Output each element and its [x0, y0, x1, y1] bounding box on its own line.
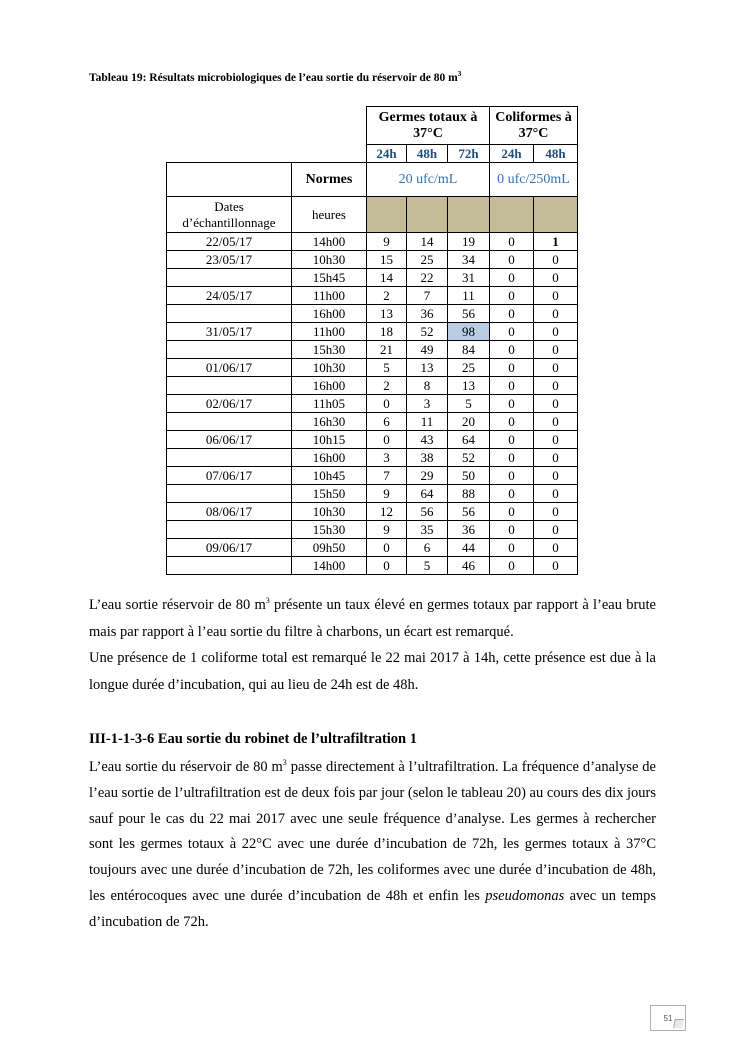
cell-g48: 6: [407, 539, 448, 557]
table-row: [167, 449, 578, 467]
cell-g24: 12: [367, 503, 407, 521]
cell-g48: 29: [407, 467, 448, 485]
cell-c48: 0: [534, 467, 578, 485]
table-row: [167, 287, 578, 305]
cell-g24: 2: [367, 377, 407, 395]
cell-g48: 35: [407, 521, 448, 539]
cell-g72: 25: [448, 359, 490, 377]
cell-g24: 14: [367, 269, 407, 287]
cell-g48: 25: [407, 251, 448, 269]
cell-heure: 16h00: [292, 305, 367, 323]
cell-g48: 49: [407, 341, 448, 359]
cell-g72: 64: [448, 431, 490, 449]
page-number: 51: [650, 1005, 686, 1031]
cell-g24: 0: [367, 557, 407, 575]
cell-heure: 15h30: [292, 521, 367, 539]
cell-c48: 0: [534, 449, 578, 467]
paragraph-2: L’eau sortie du réservoir de 80 $m^3$ passe directement à l’ultrafiltration. La fréquence d’analyse de l’eau sortie de l’ultrafiltration est de deux fois par jour (selon le tableau 20) au cours des dix jours sauf pour le cas du 22 mai 2017 avec une seule fréquence d’analyse. Les germes à rechercher sont les germes totaux à 22°C avec une durée d’incubation de 72h, les germes totaux à 37°C toujours avec une durée d’incubation de 72h, les coliformes avec une durée d’incubation de 48h, les entérocoques avec une durée d’incubation de 48h et enfin les pseudomonas avec un temps d’incubation de 72h.: [89, 758, 656, 930]
table-row: [167, 269, 578, 287]
dates-label: Dates d’échantillonnage: [167, 197, 292, 233]
sub-header-g24: 24h: [367, 145, 407, 163]
cell-c24: 0: [490, 557, 534, 575]
cell-g72: 44: [448, 539, 490, 557]
cell-date: 31/05/17: [167, 323, 292, 341]
cell-date: [167, 341, 292, 359]
cell-heure: 14h00: [292, 233, 367, 251]
cell-heure: 11h00: [292, 323, 367, 341]
cell-c24: 0: [490, 251, 534, 269]
cell-heure: 11h05: [292, 395, 367, 413]
cell-heure: 09h50: [292, 539, 367, 557]
cell-g72: 50: [448, 467, 490, 485]
paragraph-1-sentence-2: Une présence de 1 coliforme total est remarqué le 22 mai 2017 à 14h, cette présence est due à la longue durée d’incubation, qui au lieu de 24h est de 48h.: [89, 650, 656, 693]
table-row: [167, 251, 578, 269]
cell-c48: 0: [534, 341, 578, 359]
cell-c48: 1: [534, 233, 578, 251]
cell-heure: 11h00: [292, 287, 367, 305]
cell-g72: 20: [448, 413, 490, 431]
cell-date: [167, 485, 292, 503]
group-header-row: [167, 107, 578, 145]
sub-header-c24: 24h: [490, 145, 534, 163]
cell-g72: 11: [448, 287, 490, 305]
cell-g72: 13: [448, 377, 490, 395]
cell-g48: 43: [407, 431, 448, 449]
cell-c48: 0: [534, 269, 578, 287]
table-row: [167, 377, 578, 395]
cell-c24: 0: [490, 395, 534, 413]
cell-g24: 9: [367, 485, 407, 503]
section-heading: III-1-1-3-6 Eau sortie du robinet de l’ultrafiltration 1: [89, 731, 417, 747]
table-row: [167, 557, 578, 575]
cell-date: 06/06/17: [167, 431, 292, 449]
cell-g72: 19: [448, 233, 490, 251]
cell-date: 24/05/17: [167, 287, 292, 305]
cell-g48: 36: [407, 305, 448, 323]
cell-g24: 6: [367, 413, 407, 431]
cell-g24: 13: [367, 305, 407, 323]
cell-c48: 0: [534, 521, 578, 539]
cell-c48: 0: [534, 395, 578, 413]
cell-date: [167, 269, 292, 287]
cell-g48: 64: [407, 485, 448, 503]
cell-c48: 0: [534, 413, 578, 431]
normes-row: [167, 163, 578, 197]
cell-c24: 0: [490, 449, 534, 467]
table-row: [167, 395, 578, 413]
normes-label: Normes: [292, 163, 367, 197]
cell-c24: 0: [490, 413, 534, 431]
sub-header-row: [167, 145, 578, 163]
cell-heure: 10h30: [292, 503, 367, 521]
page-curl-icon: [673, 1019, 684, 1028]
cell-g48: 14: [407, 233, 448, 251]
cell-date: 23/05/17: [167, 251, 292, 269]
cell-g48: 52: [407, 323, 448, 341]
cell-heure: 16h00: [292, 449, 367, 467]
cell-heure: 10h30: [292, 359, 367, 377]
coliformes-header: Coliformes à 37°C: [490, 107, 578, 145]
cell-c48: 0: [534, 557, 578, 575]
cell-heure: 15h45: [292, 269, 367, 287]
table-row: [167, 485, 578, 503]
caption-text: Tableau 19: Résultats microbiologiques de l’eau sortie du réservoir de 80 m: [89, 71, 458, 84]
cell-g24: 5: [367, 359, 407, 377]
table-row: [167, 341, 578, 359]
cell-c24: 0: [490, 521, 534, 539]
cell-c24: 0: [490, 305, 534, 323]
cell-g72: 34: [448, 251, 490, 269]
paragraph-1: [89, 592, 656, 698]
cell-g72: 56: [448, 503, 490, 521]
cell-heure: 10h15: [292, 431, 367, 449]
sub-header-g48: 48h: [407, 145, 448, 163]
cell-date: 22/05/17: [167, 233, 292, 251]
cell-c24: 0: [490, 485, 534, 503]
table-row: [167, 503, 578, 521]
cell-heure: 10h30: [292, 251, 367, 269]
table-row: [167, 467, 578, 485]
cell-date: 08/06/17: [167, 503, 292, 521]
cell-g24: 3: [367, 449, 407, 467]
cell-g24: 15: [367, 251, 407, 269]
heures-label: heures: [292, 197, 367, 233]
table-row: [167, 521, 578, 539]
cell-heure: 14h00: [292, 557, 367, 575]
table-row: [167, 323, 578, 341]
cell-date: 09/06/17: [167, 539, 292, 557]
table-caption: [89, 70, 689, 84]
cell-g72: 98: [448, 323, 490, 341]
table-row: [167, 431, 578, 449]
cell-g48: 7: [407, 287, 448, 305]
shaded-cell: [448, 197, 490, 233]
cell-c48: 0: [534, 323, 578, 341]
cell-g48: 3: [407, 395, 448, 413]
label-row: [167, 197, 578, 233]
cell-g48: 56: [407, 503, 448, 521]
cell-heure: 15h50: [292, 485, 367, 503]
cell-c24: 0: [490, 287, 534, 305]
cell-c24: 0: [490, 323, 534, 341]
cell-c24: 0: [490, 503, 534, 521]
cell-g72: 5: [448, 395, 490, 413]
paragraph-1-sentence-1: L’eau sortie réservoir de 80 $m^3$ présente un taux élevé en germes totaux par rapport à l’eau brute mais par rapport à l’eau sortie du filtre à charbons, un écart est remarqué.: [89, 596, 656, 640]
cell-g48: 13: [407, 359, 448, 377]
cell-g24: 0: [367, 539, 407, 557]
cell-g72: 88: [448, 485, 490, 503]
shaded-cell: [407, 197, 448, 233]
cell-c48: 0: [534, 251, 578, 269]
cell-date: [167, 413, 292, 431]
pseudomonas-italic: pseudomonas: [485, 887, 565, 904]
cell-g24: 2: [367, 287, 407, 305]
cell-g72: 36: [448, 521, 490, 539]
cell-date: [167, 305, 292, 323]
cell-c48: 0: [534, 305, 578, 323]
cell-g24: 18: [367, 323, 407, 341]
sub-header-c48: 48h: [534, 145, 578, 163]
cell-c48: 0: [534, 287, 578, 305]
cell-g24: 21: [367, 341, 407, 359]
cell-date: 02/06/17: [167, 395, 292, 413]
cell-g24: 9: [367, 233, 407, 251]
norme-coliformes: 0 ufc/250mL: [490, 163, 578, 197]
shaded-cell: [490, 197, 534, 233]
cell-c24: 0: [490, 431, 534, 449]
cell-heure: 16h00: [292, 377, 367, 395]
cell-c24: 0: [490, 341, 534, 359]
cell-g48: 22: [407, 269, 448, 287]
cell-c24: 0: [490, 233, 534, 251]
cell-c24: 0: [490, 359, 534, 377]
cell-c48: 0: [534, 485, 578, 503]
cell-g72: 52: [448, 449, 490, 467]
cell-g24: 7: [367, 467, 407, 485]
cell-c48: 0: [534, 359, 578, 377]
cell-c24: 0: [490, 269, 534, 287]
cell-heure: 15h30: [292, 341, 367, 359]
table-row: [167, 233, 578, 251]
cell-date: [167, 377, 292, 395]
cell-c48: 0: [534, 377, 578, 395]
cell-date: 01/06/17: [167, 359, 292, 377]
table-row: [167, 359, 578, 377]
table-row: [167, 305, 578, 323]
cell-c48: 0: [534, 539, 578, 557]
results-table: [166, 106, 578, 575]
germes-totaux-header: Germes totaux à 37°C: [367, 107, 490, 145]
shaded-cell: [534, 197, 578, 233]
cell-g72: 84: [448, 341, 490, 359]
cell-g72: 46: [448, 557, 490, 575]
cell-g24: 9: [367, 521, 407, 539]
cell-c24: 0: [490, 467, 534, 485]
cell-heure: 10h45: [292, 467, 367, 485]
shaded-cell: [367, 197, 407, 233]
cell-c24: 0: [490, 377, 534, 395]
cell-g48: 38: [407, 449, 448, 467]
caption-superscript: 3: [457, 70, 462, 78]
cell-heure: 16h30: [292, 413, 367, 431]
table-row: [167, 539, 578, 557]
cell-g24: 0: [367, 395, 407, 413]
sub-header-g72: 72h: [448, 145, 490, 163]
cell-g72: 56: [448, 305, 490, 323]
cell-g48: 8: [407, 377, 448, 395]
cell-c24: 0: [490, 539, 534, 557]
cell-date: [167, 521, 292, 539]
cell-g24: 0: [367, 431, 407, 449]
norme-germes: 20 ufc/mL: [367, 163, 490, 197]
table-row: [167, 413, 578, 431]
cell-c48: 0: [534, 431, 578, 449]
cell-g72: 31: [448, 269, 490, 287]
cell-date: [167, 449, 292, 467]
cell-g48: 5: [407, 557, 448, 575]
cell-g48: 11: [407, 413, 448, 431]
cell-c48: 0: [534, 503, 578, 521]
cell-date: 07/06/17: [167, 467, 292, 485]
cell-date: [167, 557, 292, 575]
